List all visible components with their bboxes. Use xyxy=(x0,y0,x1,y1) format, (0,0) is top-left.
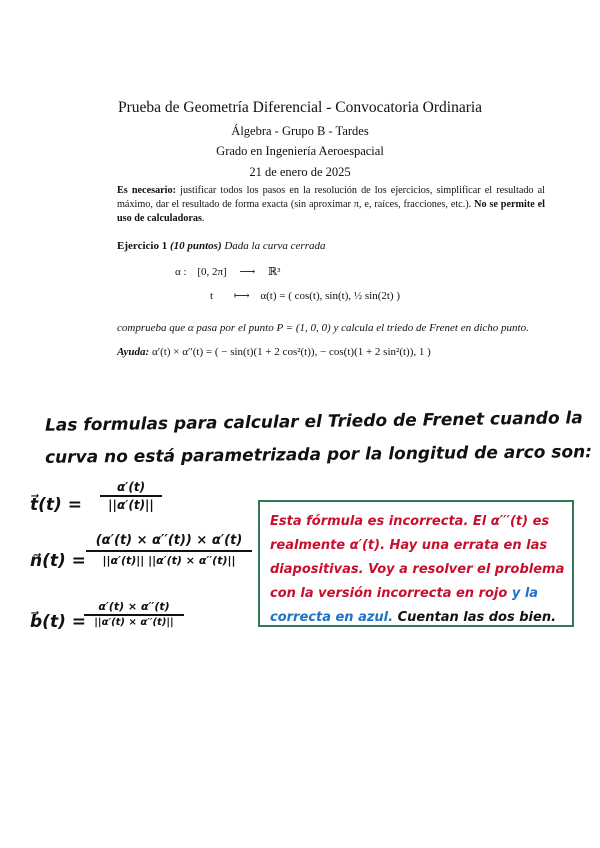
binormal-fraction xyxy=(84,600,184,628)
correction-blue-text: y la xyxy=(507,586,539,601)
correction-red-text: con la versión incorrecta en rojo xyxy=(270,586,508,601)
correction-blue-text-2: correcta en azul. xyxy=(270,610,394,625)
map-codomain: ℝ³ xyxy=(268,266,281,278)
date-line: 21 de enero de 2025 xyxy=(249,165,351,179)
map-domain: [0, 2π] xyxy=(197,266,227,278)
tangent-numerator: α′(t) xyxy=(116,480,146,494)
tangent-denominator: ||α′(t)|| xyxy=(108,498,154,512)
normal-fraction-bar xyxy=(86,550,252,552)
normal-lhs: n⃗(t) = xyxy=(30,551,86,571)
course-line: Álgebra - Grupo B - Tardes xyxy=(231,124,369,138)
handwritten-line-1: Las formulas para calcular el Triedo de Frenet cuando la xyxy=(44,408,583,436)
map-expression: α(t) = ( cos(t), sin(t), ½ sin(2t) ) xyxy=(260,290,401,302)
map-t: t xyxy=(210,290,214,302)
exercise-intro: Dada la curva cerrada xyxy=(224,240,326,252)
normal-fraction xyxy=(86,533,252,567)
binormal-fraction-bar xyxy=(84,614,184,616)
instructions-end: . xyxy=(201,213,205,224)
exam-title: Prueba de Geometría Diferencial - Convocatoria Ordinaria xyxy=(117,99,483,116)
map-line-2 xyxy=(210,289,400,302)
hint xyxy=(117,346,431,358)
handwritten-line-2: curva no está parametrizada por la longitud de arco son: xyxy=(44,442,593,468)
instructions xyxy=(117,184,545,226)
exercise-statement: comprueba que α pasa por el punto P = (1, 0, 0) y calcula el triedo de Frenet en dicho punto. xyxy=(117,322,529,334)
correction-line-1: Esta fórmula es incorrecta. El α′′′(t) es xyxy=(270,514,550,529)
degree-line: Grado en Ingeniería Aeroespacial xyxy=(216,144,384,158)
instructions-bold-prefix: Es necesario: xyxy=(117,185,176,196)
correction-line-2: realmente α′(t). Hay una errata en las xyxy=(270,538,548,553)
correction-note xyxy=(270,510,570,630)
correction-black-text: Cuentan las dos bien. xyxy=(393,610,557,625)
tangent-fraction-bar xyxy=(100,495,162,497)
instructions-bold-suffix: No se permite el uso de calculadoras xyxy=(117,199,545,224)
correction-line-3: diapositivas. Voy a resolver el problema xyxy=(270,562,565,577)
tangent-fraction xyxy=(100,480,162,512)
normal-numerator: (α′(t) × α′′(t)) × α′(t) xyxy=(95,533,243,548)
binormal-numerator: α′(t) × α′′(t) xyxy=(98,600,170,613)
map-arrow: ⟶ xyxy=(239,266,256,278)
correction-line-4 xyxy=(270,582,570,606)
exercise-points: (10 puntos) xyxy=(169,240,222,252)
tangent-lhs: t⃗(t) = xyxy=(30,495,82,515)
map-mapsto: ⟼ xyxy=(233,290,250,302)
hint-label: Ayuda: xyxy=(117,346,150,358)
map-alpha: α : xyxy=(175,266,187,278)
exercise-label: Ejercicio 1 xyxy=(117,240,168,252)
normal-denominator: ||α′(t)|| ||α′(t) × α′′(t)|| xyxy=(102,554,236,567)
exercise-heading xyxy=(117,240,325,252)
binormal-denominator: ||α′(t) × α′′(t)|| xyxy=(94,617,174,628)
correction-line-5 xyxy=(270,606,570,630)
binormal-lhs: b⃗(t) = xyxy=(30,612,86,632)
map-line-1 xyxy=(175,265,280,278)
hint-expression: α′(t) × α′′(t) = ( − sin(t)(1 + 2 cos²(t)), − cos(t)(1 + 2 sin²(t)), 1 ) xyxy=(151,346,431,358)
instructions-text: justificar todos los pasos en la resolución de los ejercicios, simplificar el resultado al máximo, dar el resultado de forma exacta (sin aproximar π, e, raíces, fracciones, etc.). xyxy=(117,185,545,210)
